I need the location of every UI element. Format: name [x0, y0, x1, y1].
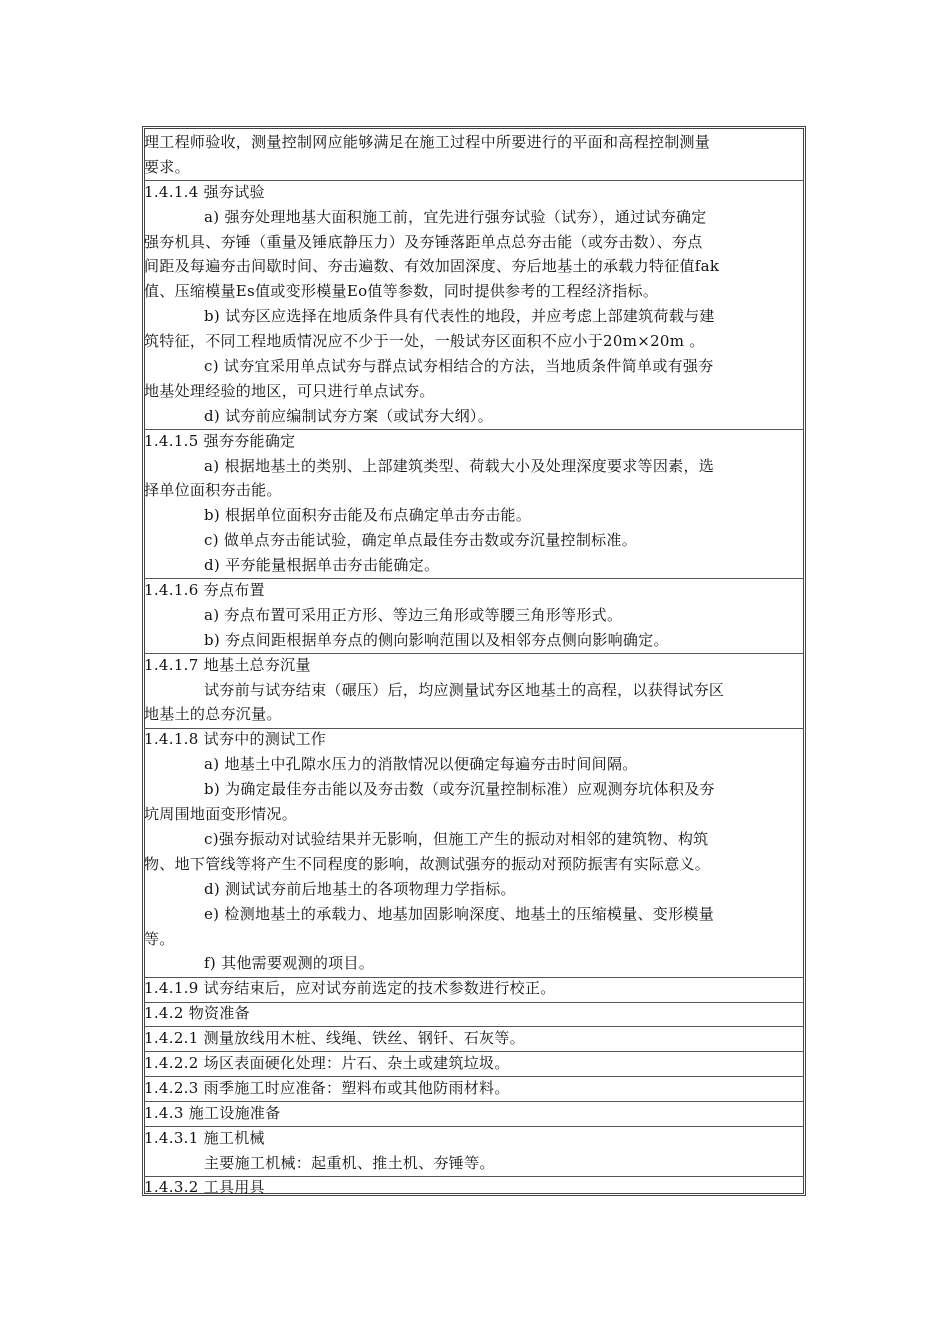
text-line: b) 试夯区应选择在地质条件具有代表性的地段，并应考虑上部建筑荷载与建: [204, 307, 715, 326]
text-line: d) 试夯前应编制试夯方案（或试夯大纲）。: [204, 406, 494, 425]
text-line: c) 做单点夯击能试验，确定单点最佳夯击数或夯沉量控制标准。: [204, 531, 638, 550]
text-line: 要求。: [144, 157, 190, 176]
row-divider: [144, 429, 804, 430]
text-line: 值、压缩模量Es值或变形模量Eo值等参数，同时提供参考的工程经济指标。: [144, 282, 659, 301]
row-divider: [144, 578, 804, 579]
text-line: a) 地基土中孔隙水压力的消散情况以便确定每遍夯击时间间隔。: [204, 755, 638, 774]
text-line: 1.4.3.2 工具用具: [144, 1178, 265, 1197]
text-line: e) 检测地基土的承载力、地基加固影响深度、地基土的压缩模量、变形模量: [204, 904, 715, 923]
text-line: 择单位面积夯击能。: [144, 481, 282, 500]
text-line: 1.4.1.9 试夯结束后，应对试夯前选定的技术参数进行校正。: [144, 979, 556, 998]
text-line: a) 夯点布置可采用正方形、等边三角形或等腰三角形等形式。: [204, 605, 623, 624]
text-line: f) 其他需要观测的项目。: [204, 954, 375, 973]
row-divider: [144, 728, 804, 729]
row-divider: [144, 1126, 804, 1127]
row-divider: [144, 653, 804, 654]
text-line: 等。: [144, 929, 175, 948]
text-line: 1.4.2.3 雨季施工时应准备：塑料布或其他防雨材料。: [144, 1078, 510, 1097]
text-line: 1.4.1.4 强夯试验: [144, 182, 265, 201]
row-divider: [144, 1026, 804, 1027]
text-line: 1.4.3.1 施工机械: [144, 1128, 265, 1147]
row-divider: [144, 1101, 804, 1102]
text-line: c)强夯振动对试验结果并无影响，但施工产生的振动对相邻的建筑物、构筑: [204, 829, 709, 848]
text-line: 地基处理经验的地区，可只进行单点试夯。: [144, 381, 435, 400]
text-line: d) 测试试夯前后地基土的各项物理力学指标。: [204, 879, 516, 898]
text-line: 地基土的总夯沉量。: [144, 705, 282, 724]
text-line: b) 根据单位面积夯击能及布点确定单击夯击能。: [204, 506, 532, 525]
row-divider: [144, 1076, 804, 1077]
text-line: 物、地下管线等将产生不同程度的影响，故测试强夯的振动对预防振害有实际意义。: [144, 854, 711, 873]
text-line: 理工程师验收，测量控制网应能够满足在施工过程中所要进行的平面和高程控制测量: [144, 133, 711, 151]
text-line: a) 强夯处理地基大面积施工前，宜先进行强夯试验（试夯），通过试夯确定: [204, 207, 707, 226]
text-line: 1.4.1.7 地基土总夯沉量: [144, 655, 311, 674]
text-line: d) 平夯能量根据单击夯击能确定。: [204, 556, 440, 575]
text-line: b) 为确定最佳夯击能以及夯击数（或夯沉量控制标准）应观测夯坑体积及夯: [204, 780, 715, 799]
text-line: 1.4.2 物资准备: [144, 1004, 250, 1023]
row-divider: [144, 180, 804, 181]
text-line: 强夯机具、夯锤（重量及锤底静压力）及夯锤落距单点总夯击能（或夯击数）、夯点: [144, 232, 703, 251]
row-divider: [144, 1176, 804, 1177]
row-divider: [144, 977, 804, 978]
text-line: 间距及每遍夯击间歇时间、夯击遍数、有效加固深度、夯后地基土的承载力特征值fak: [144, 257, 720, 276]
row-divider: [144, 1002, 804, 1003]
text-line: 1.4.2.1 测量放线用木桩、线绳、铁丝、钢钎、石灰等。: [144, 1029, 525, 1048]
text-line: 筑特征，不同工程地质情况应不少于一处，一般试夯区面积不应小于20m×20m 。: [144, 332, 705, 351]
text-line: 1.4.1.6 夯点布置: [144, 581, 265, 600]
text-line: 1.4.3 施工设施准备: [144, 1103, 281, 1122]
text-line: b) 夯点间距根据单夯点的侧向影响范围以及相邻夯点侧向影响确定。: [204, 630, 669, 649]
document-body: [144, 130, 804, 1200]
text-line: a) 根据地基土的类别、上部建筑类型、荷载大小及处理深度要求等因素，选: [204, 456, 715, 475]
row-divider: [144, 1051, 804, 1052]
text-line: 主要施工机械：起重机、推土机、夯锤等。: [204, 1153, 495, 1172]
text-line: 1.4.1.8 试夯中的测试工作: [144, 730, 327, 749]
text-line: 1.4.1.5 强夯夯能确定: [144, 431, 296, 450]
text-line: c) 试夯宜采用单点试夯与群点试夯相结合的方法，当地质条件简单或有强夯: [204, 357, 714, 376]
text-line: 坑周围地面变形情况。: [144, 805, 298, 824]
text-line: 1.4.2.2 场区表面硬化处理：片石、杂土或建筑垃圾。: [144, 1053, 510, 1072]
text-line: 试夯前与试夯结束（碾压）后，均应测量试夯区地基土的高程，以获得试夯区: [204, 680, 725, 699]
